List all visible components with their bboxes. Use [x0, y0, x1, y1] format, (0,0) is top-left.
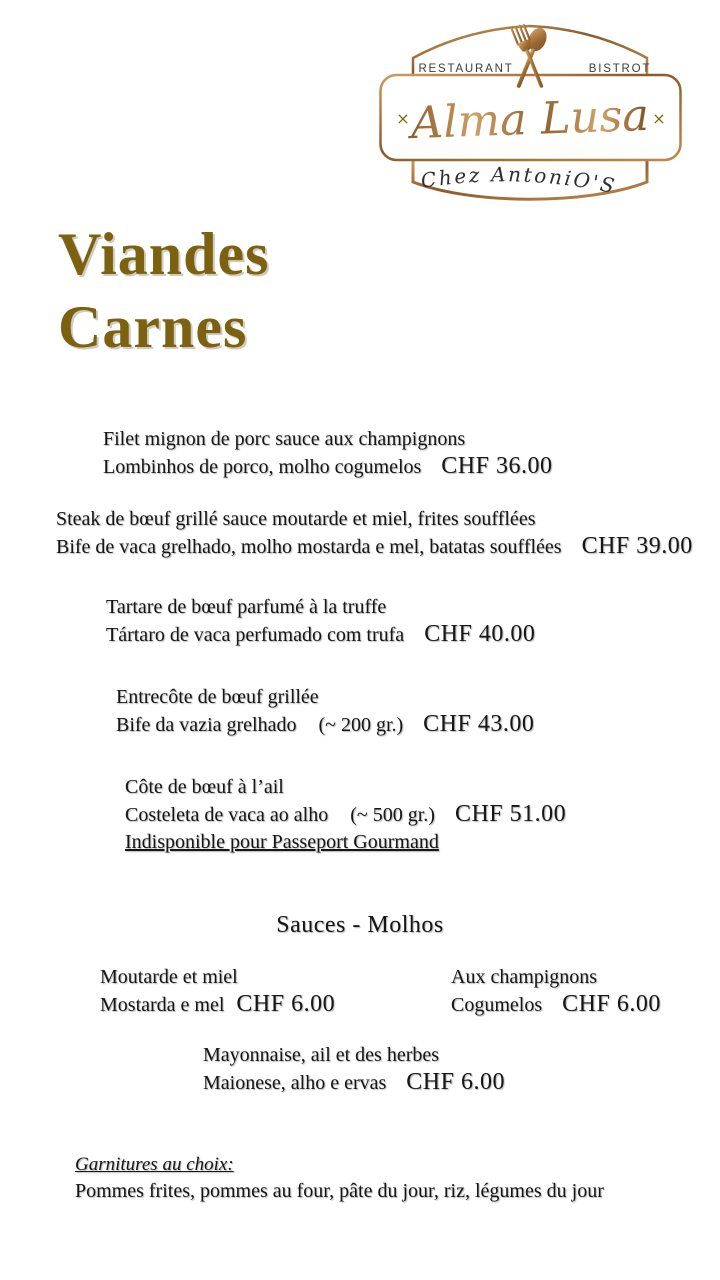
sauce-name-fr: Mayonnaise, ail et des herbes: [203, 1044, 440, 1066]
item-name-pt: Bife de vaca grelhado, molho mostarda e mel, batatas soufflées: [56, 536, 562, 558]
item-price: CHF 43.00: [423, 711, 535, 737]
item-price: CHF 36.00: [441, 453, 553, 479]
x-mark-left-icon: ×: [396, 109, 410, 128]
item-name-fr: Tartare de bœuf parfumé à la truffe: [106, 596, 387, 618]
page-title: [58, 218, 270, 364]
sauce-name-fr: Aux champignons: [451, 966, 598, 988]
sauce-name-fr: Moutarde et miel: [100, 966, 238, 988]
page-title-portuguese: Carnes: [58, 294, 248, 360]
logo-subtitle: Chez AntoniO'S: [419, 162, 619, 199]
item-name-fr: Filet mignon de porc sauce aux champignons: [103, 428, 466, 450]
sauces-section-heading: Sauces - Molhos: [276, 912, 444, 938]
sauce-item: [100, 964, 335, 1019]
logo-badge: [378, 20, 683, 216]
item-name-fr: Côte de bœuf à l’ail: [125, 776, 284, 798]
garnishes-heading: Garnitures au choix:: [75, 1154, 234, 1175]
item-size: (~ 200 gr.): [318, 714, 404, 736]
item-name-pt: Costeleta de vaca ao alho: [125, 804, 329, 826]
menu-item: [56, 506, 693, 561]
item-name-pt: Lombinhos de porco, molho cogumelos: [103, 456, 422, 478]
garnishes-footer: [75, 1152, 604, 1204]
garnishes-list: Pommes frites, pommes au four, pâte du jour, riz, légumes du jour: [75, 1180, 604, 1202]
item-name-fr: Steak de bœuf grillé sauce moutarde et miel, frites soufflées: [56, 508, 536, 530]
sauce-name-pt: Cogumelos: [451, 994, 543, 1016]
item-line-pt: [125, 801, 566, 829]
item-name-pt: Bife da vazia grelhado: [116, 714, 297, 736]
item-price: CHF 40.00: [424, 621, 536, 647]
item-price: CHF 39.00: [581, 533, 693, 559]
item-availability-note: Indisponible pour Passeport Gourmand: [125, 831, 439, 853]
item-price: CHF 51.00: [454, 801, 567, 827]
sauce-name-pt: Mostarda e mel: [100, 994, 225, 1016]
bistrot-label: BISTROT: [588, 63, 652, 75]
item-name-fr: Entrecôte de bœuf grillée: [116, 686, 319, 708]
menu-item: [116, 684, 534, 739]
item-name-pt: Tártaro de vaca perfumado com trufa: [106, 624, 405, 646]
page-title-french: Viandes: [58, 221, 270, 287]
item-line-pt: [56, 533, 693, 561]
item-line-pt: [103, 453, 552, 481]
sauce-line-pt: [100, 991, 335, 1019]
sauce-item: [451, 964, 661, 1019]
sauce-line-pt: [451, 991, 661, 1019]
restaurant-logo: [378, 20, 683, 216]
menu-item: [103, 426, 552, 481]
menu-item: [106, 594, 535, 649]
sauce-price: CHF 6.00: [236, 991, 336, 1017]
sauce-line-pt: [203, 1069, 505, 1097]
logo-brand-name: Alma Lusa: [410, 89, 646, 150]
sauce-price: CHF 6.00: [562, 991, 661, 1017]
sauce-price: CHF 6.00: [406, 1069, 505, 1095]
item-size: (~ 500 gr.): [350, 804, 435, 826]
menu-item: [125, 774, 566, 856]
item-line-pt: [106, 621, 535, 649]
restaurant-label: RESTAURANT: [418, 63, 514, 75]
sauce-item: [203, 1042, 505, 1097]
x-mark-right-icon: ×: [652, 109, 666, 128]
item-line-pt: [116, 711, 534, 739]
sauce-name-pt: Maionese, alho e ervas: [203, 1072, 387, 1094]
